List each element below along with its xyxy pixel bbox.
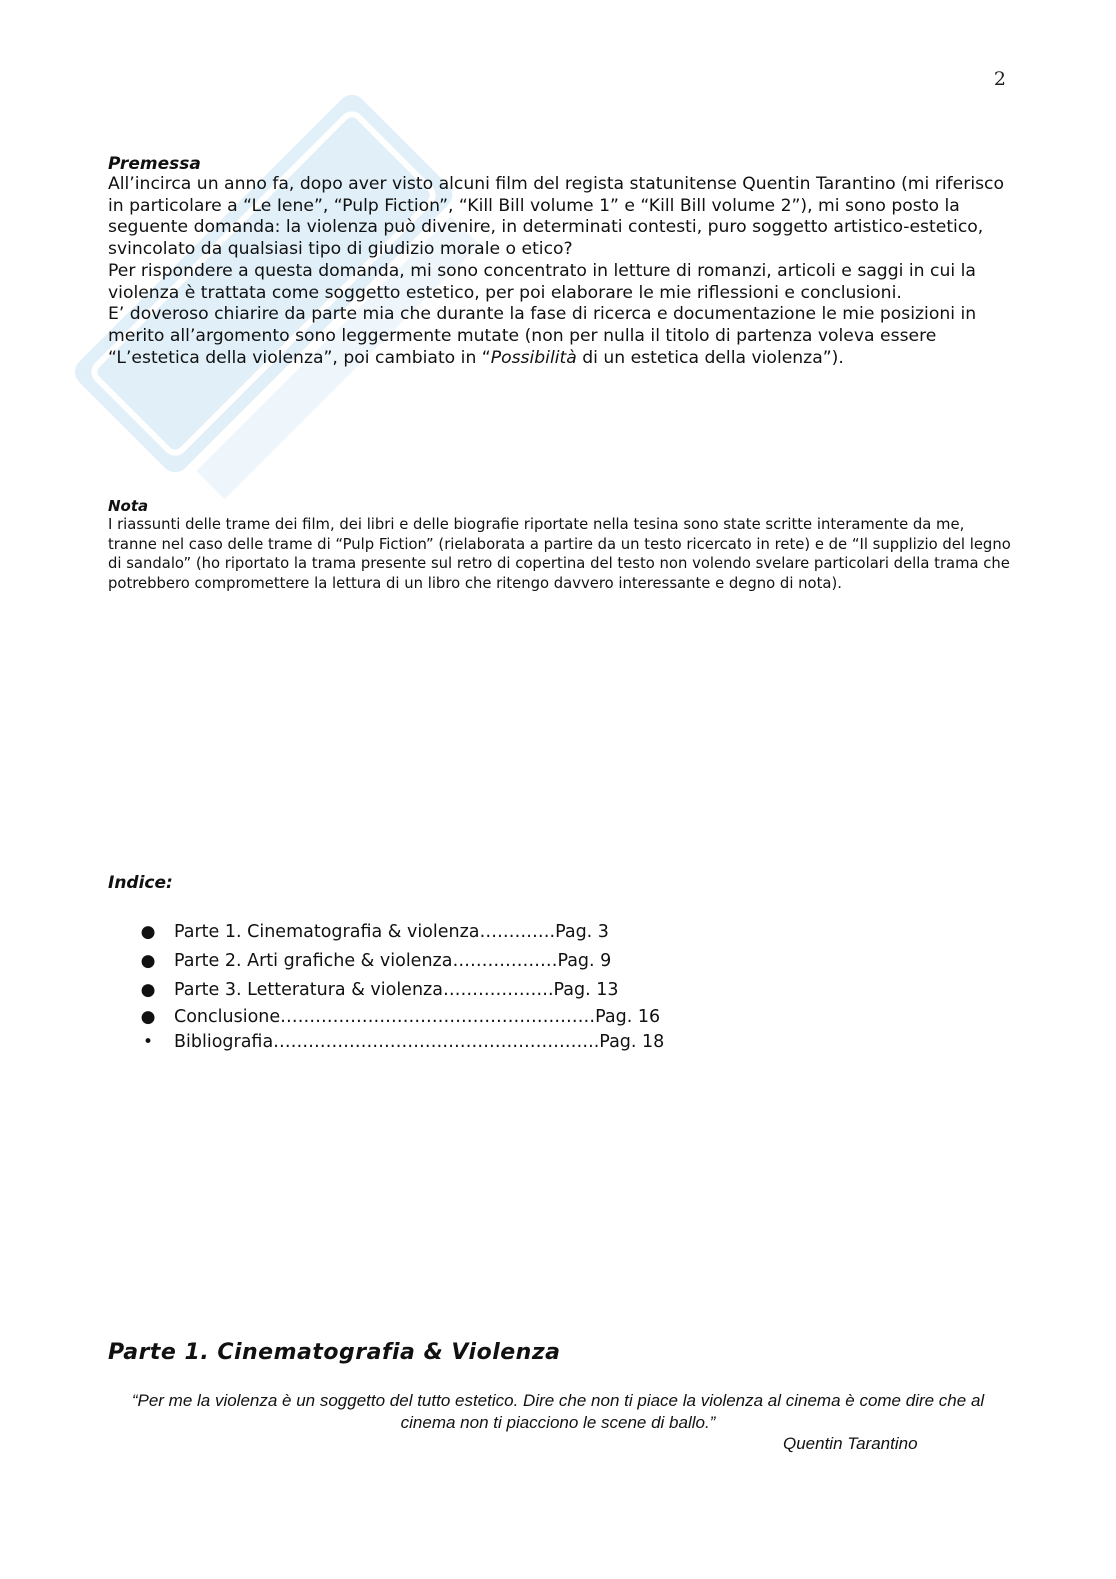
premessa-paragraph-1: All’incirca un anno fa, dopo aver visto alcuni film del regista statunitense Quentin Tarantino (mi riferisco in particolare a “Le Iene”, “Pulp Fiction”, “Kill Bill volume 1” e “Kill Bill volume 2”), mi sono posto la seguente domanda: la violenza può divenire, in determinati contesti, puro soggetto artistico-estetico, svincolato da qualsiasi tipo di giudizio morale o etico?	[108, 174, 1005, 260]
premessa-paragraph-3	[108, 304, 1013, 369]
nota-heading: Nota	[108, 497, 149, 515]
indice-section	[108, 873, 1013, 1052]
indice-heading: Indice:	[108, 873, 173, 893]
section-title: Parte 1. Cinematografia & Violenza	[108, 1340, 561, 1365]
premessa-paragraph-3-end: di un estetica della violenza”).	[576, 347, 844, 368]
toc-item	[138, 918, 838, 947]
premessa-emphasis: Possibilità	[490, 347, 577, 368]
premessa-paragraph-2: Per rispondere a questa domanda, mi sono concentrato in letture di romanzi, articoli e saggi in cui la violenza è trattata come soggetto estetico, per poi elaborare le mie riflessioni e conclusioni.	[108, 260, 976, 303]
toc-item-label: Conclusione………………………………………………Pag. 16	[174, 1007, 661, 1027]
toc-item	[138, 976, 838, 1005]
bullet-icon: ●	[140, 951, 156, 971]
premessa-heading: Premessa	[108, 154, 201, 174]
toc-item	[138, 1005, 838, 1030]
toc-item-label: Parte 1. Cinematografia & violenza………….Pag. 3	[174, 922, 609, 942]
toc-item	[138, 1030, 838, 1055]
page-number: 2	[993, 68, 1006, 90]
toc-item-label: Bibliografia………………………………………………..Pag. 18	[174, 1032, 665, 1052]
table-of-contents	[138, 918, 838, 1055]
nota-text: I riassunti delle trame dei film, dei libri e delle biografie riportate nella tesina sono state scritte interamente da me, tranne nel caso delle trame di “Pulp Fiction” (rielaborata a partire da un testo ricercato in rete) e de “Il supplizio del legno di sandalo” (ho riportato la trama presente sul retro di copertina del testo non volendo svelare particolari della trama che potrebbero compromettere la lettura di un libro che ritengo davvero interessante e degno di nota).	[108, 516, 1011, 592]
bullet-icon: ●	[140, 980, 156, 1000]
bullet-icon: ●	[140, 922, 156, 942]
premessa-paragraph-3-start: E’ doveroso chiarire da parte mia che durante la fase di ricerca e documentazione le mie posizioni in merito all’argomento sono leggermente mutate (non per nulla il titolo di partenza voleva essere “L’estetica della violenza”, poi cambiato in “	[108, 304, 977, 368]
nota-section	[108, 497, 1013, 593]
premessa-section	[108, 154, 1013, 369]
quote-text: “Per me la violenza è un soggetto del tutto estetico. Dire che non ti piace la violenza al cinema è come dire che al cinema non ti piacciono le scene di ballo.”	[131, 1391, 985, 1432]
bullet-icon: •	[142, 1032, 154, 1052]
quote-author: Quentin Tarantino	[783, 1434, 918, 1453]
toc-item	[138, 947, 838, 976]
toc-item-label: Parte 2. Arti grafiche & violenza………………Pag. 9	[174, 951, 612, 971]
toc-item-label: Parte 3. Letteratura & violenza……………….Pag. 13	[174, 980, 619, 1000]
bullet-icon: ●	[140, 1007, 156, 1027]
